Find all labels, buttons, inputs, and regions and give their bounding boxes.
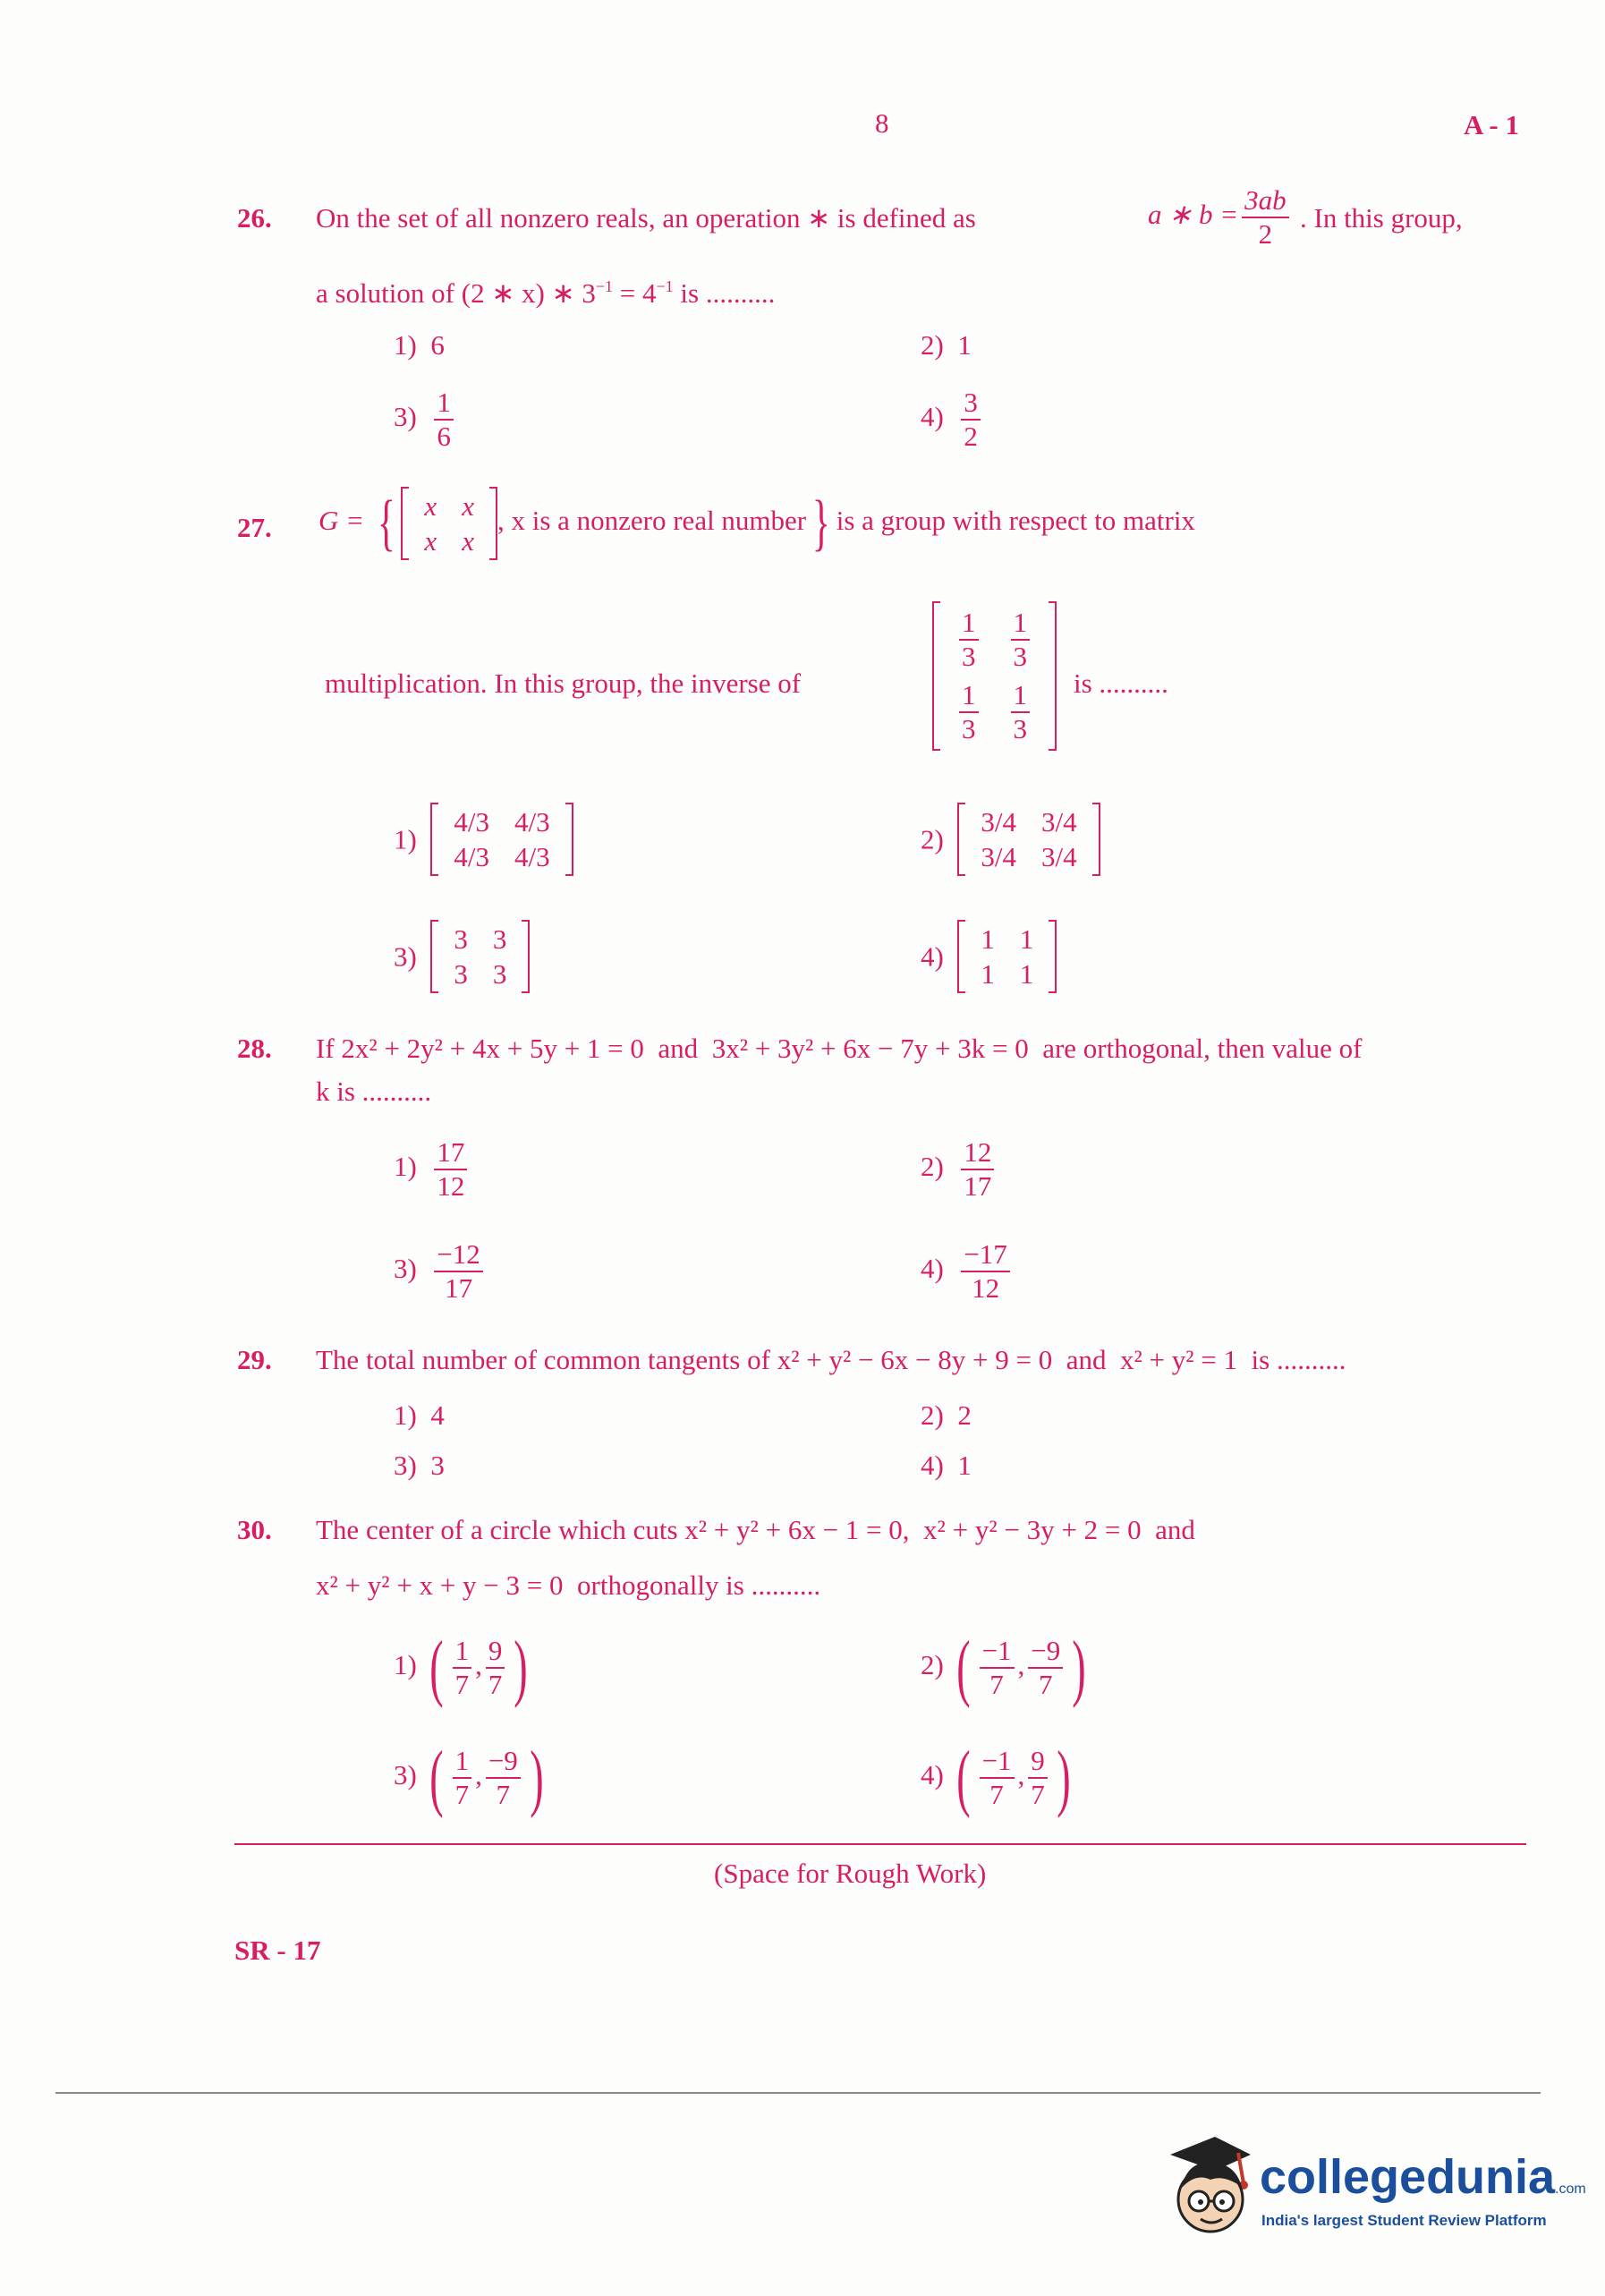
- q30-line1: The center of a circle which cuts x² + y² + 6x − 1 = 0, x² + y² − 3y + 2 = 0 and: [316, 1514, 1195, 1545]
- q28-option-1: 1) $\frac{17}{12}$: [394, 1136, 471, 1202]
- q26-line2: [316, 279, 775, 307]
- q29-line1: The total number of common tangents of x² + y² − 6x − 8y + 9 = 0 and x² + y² = 1 is ..........: [316, 1344, 1346, 1375]
- question-number-26: 26.: [237, 202, 272, 234]
- q26-exp-b: −1: [656, 277, 674, 295]
- q27-option-4: 4) 1 1 1 1: [921, 920, 1057, 993]
- q28-option-3: 3) $\frac{-12}{17}$: [394, 1238, 487, 1304]
- paper-code: A - 1: [1464, 109, 1519, 140]
- page-bottom-rule: [55, 2092, 1541, 2094]
- q27-line2-a: multiplication. In this group, the inverse of: [325, 668, 802, 699]
- q26-op-lhs: a ∗ b =: [1148, 198, 1239, 230]
- q27-set-text: , x is a nonzero real number: [497, 505, 807, 537]
- question-number-29: 29.: [237, 1344, 272, 1375]
- q26-line1-b: . In this group,: [1300, 202, 1463, 234]
- q29-eq1: x² + y² − 6x − 8y + 9 = 0: [777, 1344, 1053, 1375]
- booklet-code: SR - 17: [234, 1935, 321, 1966]
- q26-exp-a: −1: [595, 277, 614, 295]
- q26-op-den: 2: [1258, 217, 1273, 250]
- student-mascot-icon: [1161, 2128, 1260, 2262]
- q26-option-2: 2) 1: [921, 329, 972, 361]
- q28-line1: If 2x² + 2y² + 4x + 5y + 1 = 0 and 3x² + 3y² + 6x − 7y + 3k = 0 are orthogonal, then value of: [316, 1033, 1363, 1064]
- q26-option-1: 1) 6: [394, 329, 445, 361]
- q27-option-3: 3) 3 3 3 3: [394, 920, 530, 993]
- q30-line2: x² + y² + x + y − 3 = 0 orthogonally is ..........: [316, 1569, 821, 1601]
- collegedunia-logo: [1161, 2128, 1586, 2262]
- q26-option-3: 3) $\frac{1}{6}$: [394, 387, 457, 452]
- q27-line2-b: is ..........: [1074, 668, 1168, 699]
- q27-brace-open: {: [377, 489, 395, 557]
- q27-g-lhs: G =: [318, 505, 365, 537]
- q27-option-2: 2) 3/4 3/4 3/4 3/4: [921, 803, 1100, 876]
- brand-name: collegedunia.com: [1260, 2150, 1586, 2204]
- question-number-30: 30.: [237, 1514, 272, 1545]
- q30-option-3: 3) ( $\frac{1}{7}$ , $\frac{-9}{7}$ ): [394, 1736, 544, 1819]
- q28-line2: k is ..........: [316, 1076, 432, 1107]
- q26-line2-a: a solution of: [316, 277, 454, 309]
- q26-operation: [1148, 184, 1293, 250]
- q28-option-4: 4) $\frac{-17}{12}$: [921, 1238, 1014, 1304]
- q27-set-matrix: x x x x: [401, 487, 497, 560]
- q30-option-2: 2) ( $\frac{-1}{7}$ , $\frac{-9}{7}$ ): [921, 1626, 1086, 1709]
- question-number-27: 27.: [237, 512, 272, 543]
- q28-option-2: 2) $\frac{12}{17}$: [921, 1136, 998, 1202]
- q29-option-4: 4) 1: [921, 1450, 972, 1481]
- rough-work-label: (Space for Rough Work): [714, 1858, 987, 1889]
- q26-eq: = 4: [619, 277, 657, 309]
- q29-option-2: 2) 2: [921, 1399, 972, 1431]
- q29-eq2: x² + y² = 1: [1119, 1344, 1238, 1375]
- q30-eq2: x² + y² − 3y + 2 = 0: [923, 1514, 1142, 1545]
- q30-option-1: 1) ( $\frac{1}{7}$ , $\frac{9}{7}$ ): [394, 1626, 529, 1709]
- q28-eq1: 2x² + 2y² + 4x + 5y + 1 = 0: [341, 1033, 644, 1064]
- q28-eq2: 3x² + 3y² + 6x − 7y + 3k = 0: [711, 1033, 1029, 1064]
- q26-line1-a: On the set of all nonzero reals, an operation ∗ is defined as: [316, 202, 976, 234]
- q27-option-1: 1) 4/3 4/3 4/3 4/3: [394, 803, 573, 876]
- q29-option-3: 3) 3: [394, 1450, 445, 1481]
- q29-option-1: 1) 4: [394, 1399, 445, 1431]
- q26-option-4: 4) $\frac{3}{2}$: [921, 387, 984, 452]
- brand-tagline: India's largest Student Review Platform: [1261, 2212, 1547, 2229]
- question-number-28: 28.: [237, 1033, 272, 1064]
- page-number: 8: [875, 107, 889, 139]
- rough-work-divider: [234, 1843, 1526, 1845]
- q26-op-num: 3ab: [1244, 184, 1287, 216]
- q27-set-definition: [318, 487, 1195, 560]
- q30-eq1: x² + y² + 6x − 1 = 0,: [684, 1514, 910, 1545]
- q27-brace-close: }: [811, 489, 831, 557]
- q26-line2-b: is ..........: [680, 277, 776, 309]
- q27-tail: is a group with respect to matrix: [836, 505, 1195, 537]
- q26-expr: (2 ∗ x) ∗ 3: [461, 277, 596, 309]
- q30-option-4: 4) ( $\frac{-1}{7}$ , $\frac{9}{7}$ ): [921, 1736, 1071, 1819]
- q27-inverse-matrix: $\frac{1}{3}$ $\frac{1}{3}$ $\frac{1}{3}$ $\frac{1}{3}$: [932, 601, 1057, 751]
- q30-eq3: x² + y² + x + y − 3 = 0: [316, 1569, 564, 1601]
